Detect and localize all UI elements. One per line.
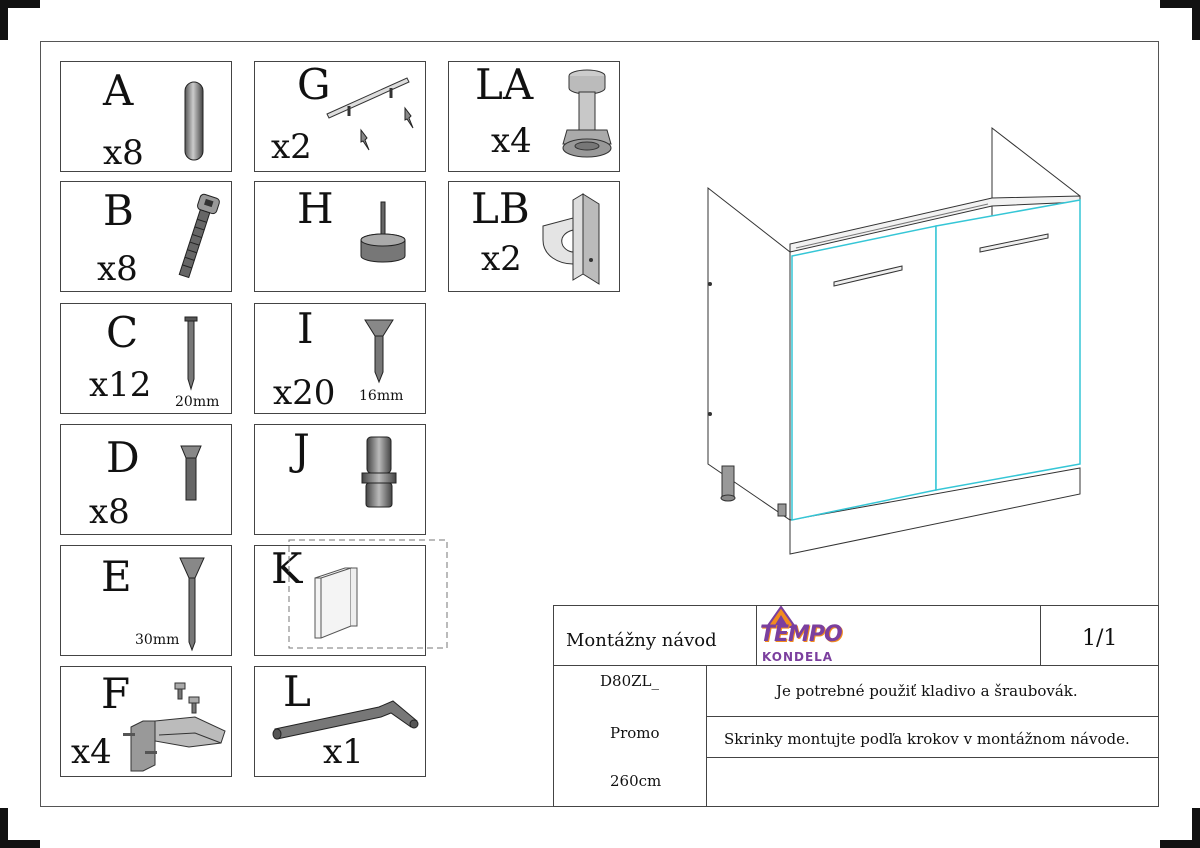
part-letter: B	[103, 186, 134, 235]
tools-note: Je potrebné použiť kladivo a šraubovák.	[776, 682, 1078, 700]
tempo-kondela-logo	[758, 606, 848, 664]
page-number: 1/1	[1082, 626, 1118, 651]
part-e	[60, 545, 232, 656]
part-quantity: x2	[481, 239, 522, 279]
part-quantity: x8	[89, 492, 130, 532]
part-letter: A	[103, 66, 134, 115]
part-h	[254, 181, 426, 292]
dowel-icon	[179, 76, 209, 166]
part-quantity: x8	[97, 249, 138, 289]
part-lb	[448, 181, 620, 292]
left-door	[792, 226, 936, 520]
part-letter: LB	[471, 184, 530, 233]
allen-key-icon	[269, 693, 419, 743]
part-d	[60, 424, 232, 535]
part-g	[254, 61, 426, 172]
logo-kondela-text: KONDELA	[762, 650, 834, 664]
title-block-title: Montážny návod	[566, 630, 717, 651]
handle-icon	[325, 68, 425, 158]
part-letter: G	[297, 60, 331, 109]
part-l	[254, 666, 426, 777]
part-length: 30mm	[135, 632, 180, 648]
product-code: D80ZL_	[600, 672, 659, 690]
part-letter: C	[106, 308, 139, 357]
part-length: 20mm	[175, 394, 220, 410]
part-f	[60, 666, 232, 777]
part-letter: I	[297, 304, 314, 353]
part-j	[254, 424, 426, 535]
countersunk-screw-icon	[363, 318, 395, 384]
part-quantity: x4	[71, 732, 112, 772]
corner-mark-bottom-left	[0, 808, 40, 848]
corner-mark-top-right	[1160, 0, 1200, 40]
nail-icon	[181, 314, 201, 392]
part-quantity: x8	[103, 133, 144, 173]
part-b	[60, 181, 232, 292]
shelf-pin-icon	[357, 433, 401, 513]
long-screw-icon	[179, 554, 205, 654]
profile-strip-icon	[285, 538, 449, 658]
corner-mark-bottom-right	[1160, 808, 1200, 848]
part-letter: F	[101, 669, 131, 718]
part-letter: J	[293, 425, 310, 474]
adjustable-leg-icon	[559, 66, 615, 166]
confirmat-screw-icon	[169, 190, 225, 282]
product-size: 260cm	[610, 772, 662, 790]
part-quantity: x1	[323, 732, 364, 772]
plinth-clip-icon	[539, 190, 611, 286]
logo-tempo-text: TEMPO	[760, 622, 842, 647]
part-quantity: x12	[89, 365, 152, 405]
part-a	[60, 61, 232, 172]
part-length: 16mm	[359, 388, 404, 404]
short-screw-icon	[179, 443, 203, 503]
part-c	[60, 303, 232, 414]
part-quantity: x20	[273, 373, 336, 413]
part-letter: K	[271, 544, 303, 593]
part-letter: H	[297, 184, 334, 233]
part-k	[254, 545, 426, 656]
corner-mark-top-left	[0, 0, 40, 40]
assembly-note: Skrinky montujte podľa krokov v montážnom návode.	[724, 730, 1130, 748]
part-letter: L	[283, 667, 311, 716]
part-letter: D	[106, 433, 140, 482]
part-i	[254, 303, 426, 414]
title-block	[553, 605, 1159, 807]
part-quantity: x2	[271, 127, 312, 167]
part-la	[448, 61, 620, 172]
part-quantity: x4	[491, 121, 532, 161]
product-series: Promo	[610, 724, 660, 742]
part-letter: LA	[475, 60, 534, 109]
part-letter: E	[101, 552, 132, 601]
hinge-icon	[123, 675, 231, 775]
cabinet-assembly-drawing	[700, 124, 1090, 556]
glide-foot-icon	[355, 200, 411, 272]
